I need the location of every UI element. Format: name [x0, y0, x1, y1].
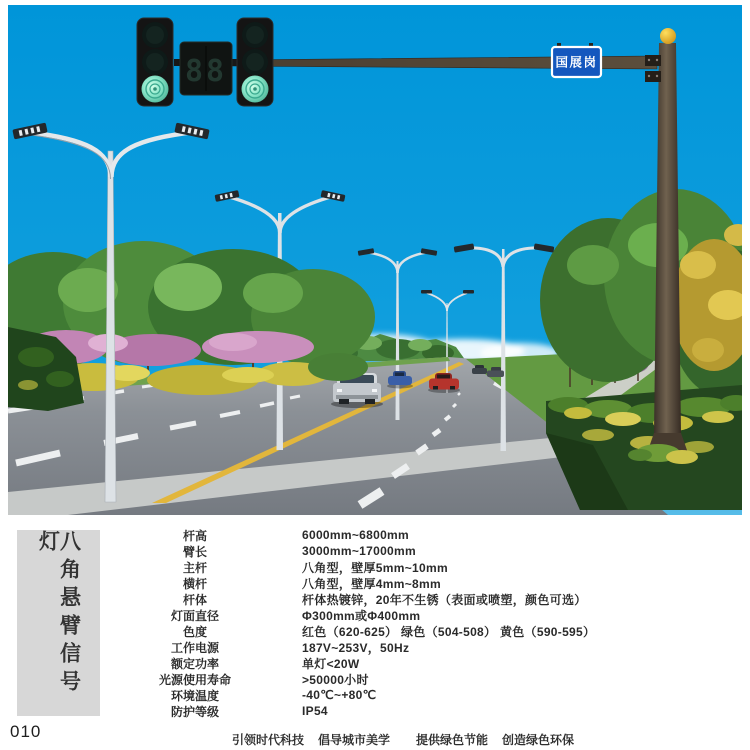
spec-row — [140, 671, 740, 687]
spec-label: 臂长 — [182, 544, 207, 559]
spec-row — [140, 639, 740, 655]
spec-row — [140, 655, 740, 671]
spec-value: 6000mm~6800mm — [302, 528, 409, 542]
spec-label: 工作电源 — [170, 640, 219, 655]
spec-row — [140, 559, 740, 575]
spec-label: 环境温度 — [170, 688, 219, 703]
spec-row — [140, 591, 740, 607]
spec-row — [140, 607, 740, 623]
spec-label: 色度 — [182, 624, 207, 639]
spec-table — [140, 527, 740, 719]
spec-value: 八角型，壁厚4mm~8mm — [302, 576, 441, 591]
spec-value: IP54 — [302, 704, 328, 718]
spec-value: >50000小时 — [302, 672, 369, 687]
slogan-part: 引领时代科技 — [232, 733, 305, 747]
product-title-box — [17, 530, 100, 716]
spec-value: -40℃~+80℃ — [302, 688, 377, 702]
slogan-part: 倡导城市美学 — [318, 733, 391, 747]
road-sign-text: 国展岗 — [555, 55, 598, 70]
arm-flange — [645, 55, 661, 66]
slogan-part: 创造绿色环保 — [502, 733, 575, 747]
spec-label: 额定功率 — [170, 656, 219, 671]
page-number: 010 — [10, 722, 42, 741]
spec-label: 防护等级 — [170, 704, 219, 719]
arm-flange — [645, 71, 661, 82]
traffic-light-head-right — [237, 18, 273, 106]
pole-top-ball — [660, 28, 676, 44]
spec-row — [140, 527, 740, 543]
spec-label: 主杆 — [182, 560, 207, 575]
spec-value: 187V~253V，50Hz — [302, 640, 410, 655]
spec-value: 八角型，壁厚5mm~10mm — [302, 560, 448, 575]
spec-label: 杆体 — [182, 592, 207, 607]
spec-value: 单灯<20W — [302, 656, 360, 671]
spec-label: 光源使用寿命 — [158, 672, 231, 687]
spec-value: 3000mm~17000mm — [302, 544, 416, 558]
spec-label: 杆高 — [182, 528, 207, 543]
spec-value: 红色（620-625） 绿色（504-508） 黄色（590-595） — [302, 624, 596, 639]
road-sign — [552, 43, 601, 77]
spec-row — [140, 623, 740, 639]
spec-row — [140, 687, 740, 703]
spec-row — [140, 575, 740, 591]
spec-value: 杆体热镀锌，20年不生锈（表面或喷塑，颜色可选） — [302, 592, 587, 607]
spec-row — [140, 543, 740, 559]
traffic-light-head-left — [137, 18, 173, 106]
spec-row — [140, 703, 740, 719]
slogan-part: 提供绿色节能 — [416, 733, 489, 747]
countdown-digits: 88 — [184, 54, 228, 89]
footer-slogan — [232, 731, 574, 748]
product-title: 八角悬臂信号灯 — [36, 530, 81, 698]
spec-label: 横杆 — [182, 576, 207, 591]
product-photo — [8, 5, 742, 515]
countdown-display — [174, 42, 238, 95]
spec-label: 灯面直径 — [170, 608, 219, 623]
spec-value: Φ300mm或Φ400mm — [302, 608, 421, 623]
